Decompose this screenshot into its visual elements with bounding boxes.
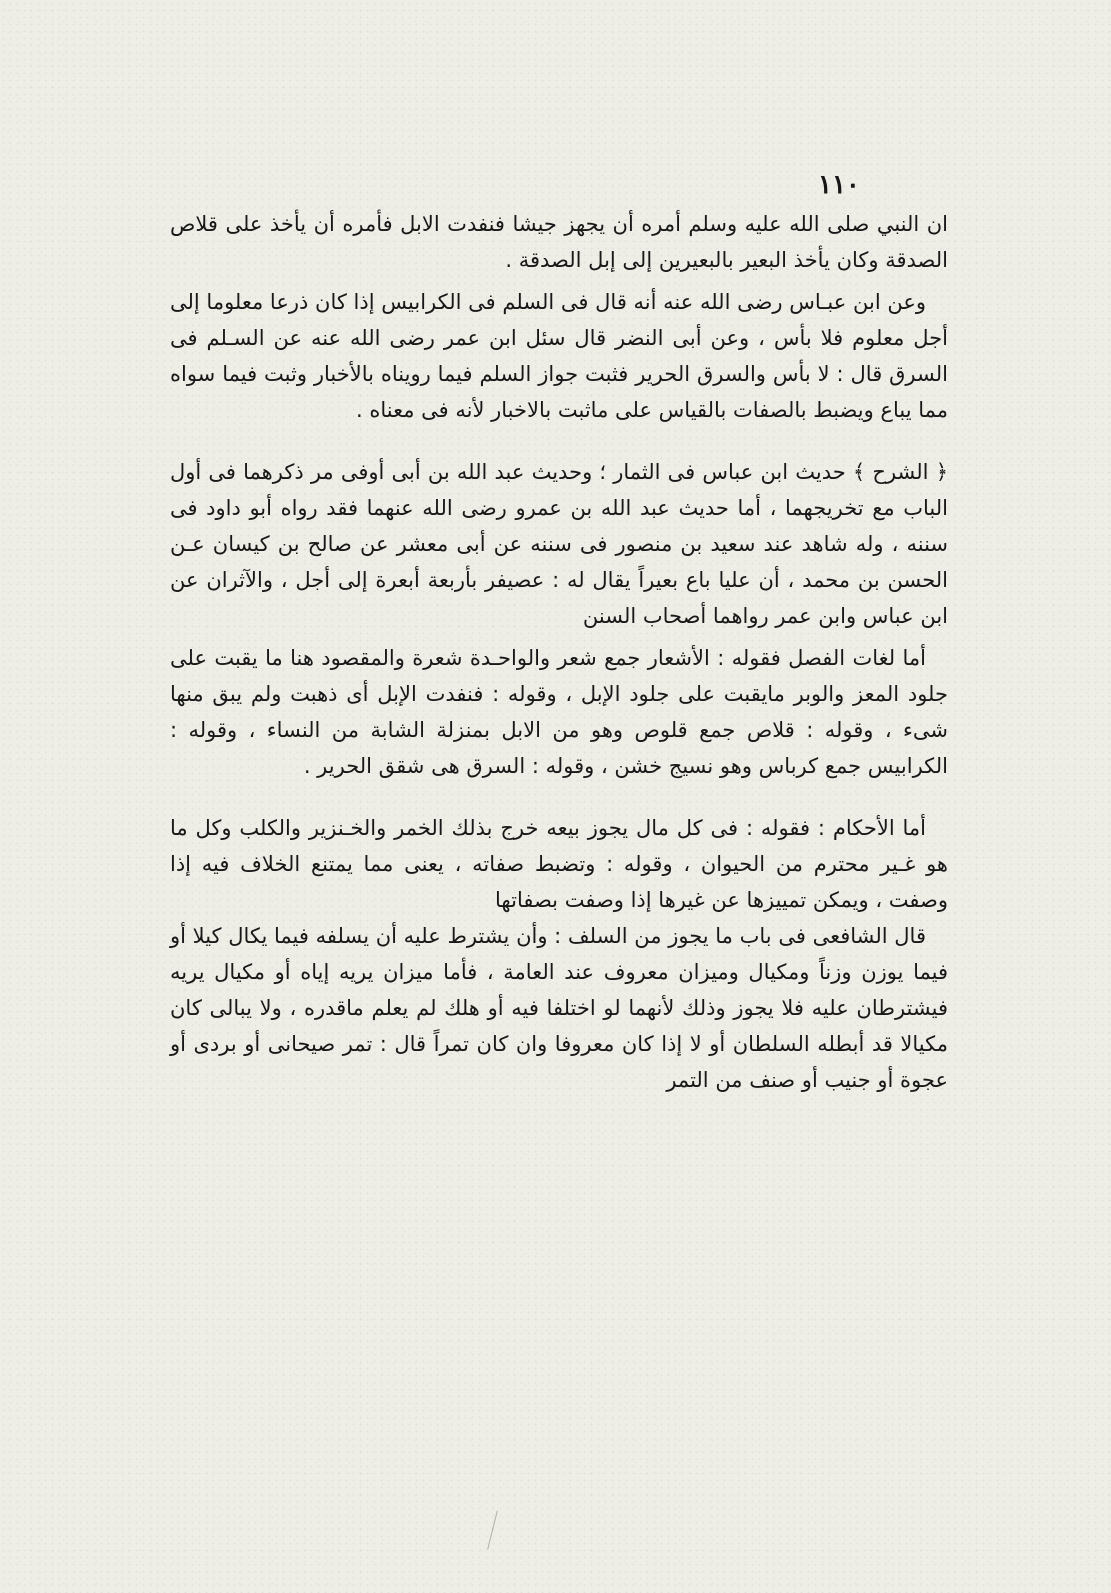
paragraph-vocabulary: أما لغات الفصل فقوله : الأشعار جمع شعر والواحـدة شعرة والمقصود هنا ما يقبت على جلود المعز والوبر مايقبت على جلود الإبل ، وقوله : فنفدت الإبل أى ذهبت ولم يبق منها شىء ، وقوله : قلاص جمع قلوص وهو من الابل بمنزلة الشابة من النساء ، وقوله : الكرابيس جمع كرباس وهو نسيج خشن ، وقوله : السرق هى شقق الحرير .: [170, 646, 948, 778]
paragraph-shafii-quote: قال الشافعى فى باب ما يجوز من السلف : وأن يشترط عليه أن يسلفه فيما يكال كيلا أو فيما يوزن وزناً ومكيال وميزان معروف عند العامة ، فأما ميزان يريه إياه أو مكيال يريه فيشترطان عليه فلا يجوز وذلك لأنهما لو اختلفا فيه أو هلك لم يعلم ماقدره ، ولا يبالى كان مكيالا قد أبطله السلطان أو لا إذا كان معروفا وان كان تمراً قال : تمر صيحانى أو بردى أو عجوة أو جنيب أو صنف من التمر: [170, 924, 948, 1092]
page-number: ١١٠: [818, 170, 860, 200]
paragraph-ibn-abbas-narration: وعن ابن عبـاس رضى الله عنه أنه قال فى السلم فى الكرابيس إذا كان ذرعا معلوما إلى أجل معلوم فلا بأس ، وعن أبى النضر قال سئل ابن عمر رضى الله عنه عن السـلم فى السرق قال : لا بأس والسرق الحرير فثبت جواز السلم فيما رويناه بالأخبار وثبت فيما سواه مما يباع ويضبط بالصفات بالقياس على ماثبت بالاخبار لأنه فى معناه .: [170, 290, 948, 422]
paragraph-commentary: ﴿ الشرح ﴾ حديث ابن عباس فى الثمار ؛ وحديث عبد الله بن أبى أوفى مر ذكرهما فى أول الباب مع تخريجهما ، أما حديث عبد الله بن عمرو رضى الله عنهما فقد رواه أبو داود فى سننه ، وله شاهد عند سعيد بن منصور فى سننه عن أبى معشر عن صالح بن كيسان عـن الحسن بن محمد ، أن عليا باع بعيراً يقال له : عصيفر بأربعة أبعرة إلى أجل ، والآثران عن ابن عباس وابن عمر رواهما أصحاب السنن: [170, 460, 948, 628]
main-text-block: [170, 206, 948, 1098]
scan-scratch-mark: [487, 1510, 498, 1549]
paragraph-rulings: أما الأحكام : فقوله : فى كل مال يجوز بيعه خرج بذلك الخمر والخـنزير والكلب وكل ما هو غـير محترم من الحيوان ، وقوله : وتضبط صفاته ، يعنى مما يمتنع الخلاف فيه إذا وصفت ، ويمكن تمييزها عن غيرها إذا وصفت بصفاتها: [170, 816, 948, 912]
paragraph-hadith-camels: ان النبي صلى الله عليه وسلم أمره أن يجهز جيشا فنفدت الابل فأمره أن يأخذ على قلاص الصدقة وكان يأخذ البعير بالبعيرين إلى إبل الصدقة .: [170, 212, 948, 272]
